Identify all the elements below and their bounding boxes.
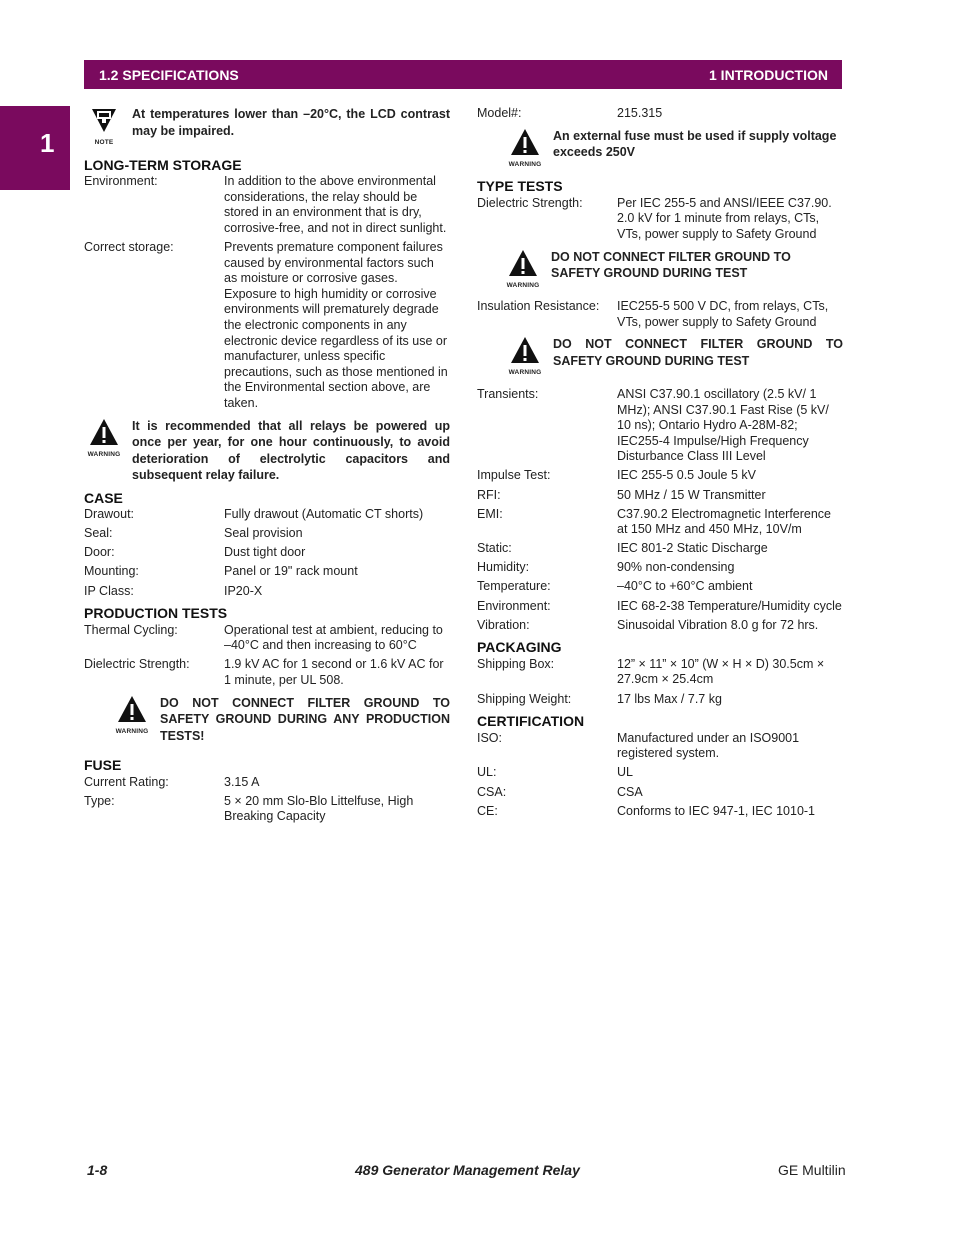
spec-value: IEC 68-2-38 Temperature/Humidity cycle — [617, 598, 842, 613]
long-term-storage-heading: LONG-TERM STORAGE — [84, 156, 242, 173]
spec-row — [84, 564, 450, 580]
chapter-tab — [0, 106, 70, 190]
spec-value: 3.15 A — [224, 774, 260, 789]
warning-icon-caption: WARNING — [87, 450, 121, 458]
spec-label: Static: — [477, 541, 512, 556]
warning-callout — [505, 128, 843, 173]
spec-row — [84, 775, 450, 791]
spec-value: Prevents premature component failures caused by environmental factors such as moisture or corrosive gases. Exposure to high humidity or corrosive environments will prematurely degrade the electronic components in any electronic device regardless of its use or manufacturer, unless specific precautions, such as those mentioned in the Environmental section above, are taken. — [224, 240, 448, 410]
spec-value: 90% non-condensing — [617, 560, 735, 575]
spec-row — [477, 785, 843, 801]
spec-row — [84, 507, 450, 523]
spec-value: UL — [617, 765, 633, 780]
packaging-heading: PACKAGING — [477, 639, 562, 656]
right-column — [477, 106, 843, 823]
spec-label: Transients: — [477, 386, 539, 401]
warning-callout — [503, 249, 843, 294]
spec-row — [477, 765, 843, 781]
spec-label: Drawout: — [84, 507, 135, 522]
note-text: At temperatures lower than –20°C, the LCD contrast may be impaired. — [132, 107, 450, 138]
spec-row — [84, 623, 450, 654]
spec-label: Model#: — [477, 106, 522, 120]
spec-label: Correct storage: — [84, 240, 174, 255]
spec-label: Type: — [84, 793, 115, 808]
spec-label: CE: — [477, 803, 498, 818]
spec-label: Temperature: — [477, 579, 551, 594]
spec-row — [477, 507, 843, 538]
footer-brand: GE Multilin — [778, 1162, 846, 1178]
spec-row — [477, 541, 843, 557]
note-callout — [84, 106, 450, 151]
section-header-bar — [84, 60, 842, 89]
spec-value: IEC255-5 500 V DC, from relays, CTs, VTs, power supply to Safety Ground — [617, 299, 829, 329]
spec-row — [477, 560, 843, 576]
warning-icon-caption: WARNING — [508, 160, 542, 168]
warning-icon-caption: WARNING — [115, 727, 149, 735]
spec-value: Per IEC 255-5 and ANSI/IEEE C37.90. 2.0 kV for 1 minute from relays, CTs, VTs, power supply to Safety Ground — [617, 195, 832, 241]
footer-document-title: 489 Generator Management Relay — [355, 1162, 580, 1178]
warning-icon-caption: WARNING — [508, 369, 542, 377]
spec-row — [477, 488, 843, 504]
spec-label: Vibration: — [477, 617, 530, 632]
spec-label: RFI: — [477, 487, 501, 502]
spec-label: Dielectric Strength: — [84, 657, 190, 672]
spec-value: 50 MHz / 15 W Transmitter — [617, 487, 766, 502]
warning-callout — [505, 336, 843, 381]
spec-value: Fully drawout (Automatic CT shorts) — [224, 507, 424, 522]
footer-page-number: 1-8 — [87, 1162, 108, 1178]
warning-icon — [112, 695, 152, 740]
certification-heading: CERTIFICATION — [477, 713, 585, 730]
spec-value: IEC 801-2 Static Discharge — [617, 541, 768, 556]
spec-value: Dust tight door — [224, 545, 306, 560]
spec-value: IP20-X — [224, 583, 263, 598]
spec-value: CSA — [617, 784, 643, 799]
warning-text: It is recommended that all relays be powered up once per year, for one hour continuously, to avoid deterioration of electrolytic capacitors and subsequent relay failure. — [132, 418, 450, 483]
warning-callout — [84, 418, 450, 484]
case-heading: CASE — [84, 489, 123, 506]
type-tests-heading: TYPE TESTS — [477, 178, 563, 195]
spec-value: 1.9 kV AC for 1 second or 1.6 kV AC for 1 minute, per UL 508. — [224, 657, 444, 688]
spec-row — [477, 387, 843, 465]
spec-label: Dielectric Strength: — [477, 195, 583, 210]
spec-label: Impulse Test: — [477, 468, 551, 483]
spec-value: Seal provision — [224, 526, 303, 541]
spec-row — [477, 599, 843, 615]
spec-value: 215.315 — [617, 106, 663, 120]
production-tests-heading: PRODUCTION TESTS — [84, 605, 228, 622]
spec-label: Insulation Resistance: — [477, 299, 600, 314]
warning-text: An external fuse must be used if supply voltage exceeds 250V — [553, 128, 837, 160]
spec-label: Environment: — [477, 598, 551, 613]
spec-row — [84, 240, 450, 412]
spec-row — [84, 584, 450, 600]
warning-icon-caption: WARNING — [506, 281, 540, 289]
spec-label: Door: — [84, 545, 115, 560]
left-column — [84, 106, 450, 829]
spec-label: Environment: — [84, 174, 158, 189]
warning-text: DO NOT CONNECT FILTER GROUND TO SAFETY GROUND DURING TEST — [553, 337, 843, 368]
spec-value: Sinusoidal Vibration 8.0 g for 72 hrs. — [617, 617, 819, 632]
spec-label: Shipping Box: — [477, 656, 555, 671]
spec-row — [84, 545, 450, 561]
warning-text: DO NOT CONNECT FILTER GROUND TO SAFETY GROUND DURING TEST — [551, 249, 791, 281]
spec-row — [84, 794, 450, 825]
spec-row — [477, 299, 843, 330]
chapter-title: 1 INTRODUCTION — [709, 67, 828, 83]
spec-value: Manufactured under an ISO9001 registered system. — [617, 730, 800, 761]
spec-value: In addition to the above environmental considerations, the relay should be stored in an environment that is dry, corrosive-free, and not in direct sunlight. — [224, 174, 447, 235]
spec-label: CSA: — [477, 784, 507, 799]
spec-label: ISO: — [477, 730, 503, 745]
section-title: 1.2 SPECIFICATIONS — [99, 67, 239, 83]
spec-label: Shipping Weight: — [477, 691, 572, 706]
spec-row — [477, 618, 843, 634]
spec-label: Current Rating: — [84, 774, 169, 789]
warning-icon — [503, 249, 543, 294]
fuse-heading: FUSE — [84, 757, 122, 774]
spec-row — [84, 526, 450, 542]
spec-row — [477, 804, 843, 820]
spec-value: Panel or 19" rack mount — [224, 564, 358, 579]
spec-value: 5 × 20 mm Slo-Blo Littelfuse, High Breaking Capacity — [224, 793, 414, 824]
spec-label: UL: — [477, 765, 497, 780]
spec-value: ANSI C37.90.1 oscillatory (2.5 kV/ 1 MHz); ANSI C37.90.1 Fast Rise (5 kV/ 10 ns); Ontario Hydro A-28M-82; IEC255-4 Impulse/High Frequency Disturbance Class III Level — [617, 386, 829, 464]
spec-value: C37.90.2 Electromagnetic Interference at 150 MHz and 450 MHz, 10V/m — [617, 506, 832, 537]
warning-callout — [112, 695, 450, 745]
spec-row — [477, 731, 843, 762]
spec-value: 12” × 11” × 10” (W × H × D) 30.5cm × 27.9cm × 25.4cm — [617, 656, 825, 687]
spec-value: 17 lbs Max / 7.7 kg — [617, 691, 722, 706]
spec-row — [477, 692, 843, 708]
spec-row — [477, 468, 843, 484]
spec-label: IP Class: — [84, 583, 134, 598]
spec-label: Seal: — [84, 526, 113, 541]
note-icon-caption: NOTE — [94, 139, 114, 146]
spec-value: –40°C to +60°C ambient — [617, 579, 753, 594]
chapter-number: 1 — [40, 128, 55, 158]
spec-label: Thermal Cycling: — [84, 622, 178, 637]
warning-icon — [505, 336, 545, 381]
spec-value: IEC 255-5 0.5 Joule 5 kV — [617, 468, 756, 483]
warning-icon — [505, 128, 545, 173]
spec-row — [477, 657, 843, 688]
note-icon — [84, 106, 124, 151]
warning-text: DO NOT CONNECT FILTER GROUND TO SAFETY GROUND DURING ANY PRODUCTION TESTS! — [160, 695, 450, 743]
spec-value: Conforms to IEC 947-1, IEC 1010-1 — [617, 803, 816, 818]
spec-row — [84, 657, 450, 688]
spec-label: Humidity: — [477, 560, 530, 575]
spec-row — [477, 579, 843, 595]
spec-row — [84, 174, 450, 236]
spec-label: Mounting: — [84, 564, 139, 579]
spec-row — [477, 196, 843, 243]
spec-label: EMI: — [477, 506, 503, 521]
spec-value: Operational test at ambient, reducing to –40°C and then increasing to 60°C — [224, 622, 443, 653]
warning-icon — [84, 418, 124, 463]
spec-row — [477, 106, 843, 122]
